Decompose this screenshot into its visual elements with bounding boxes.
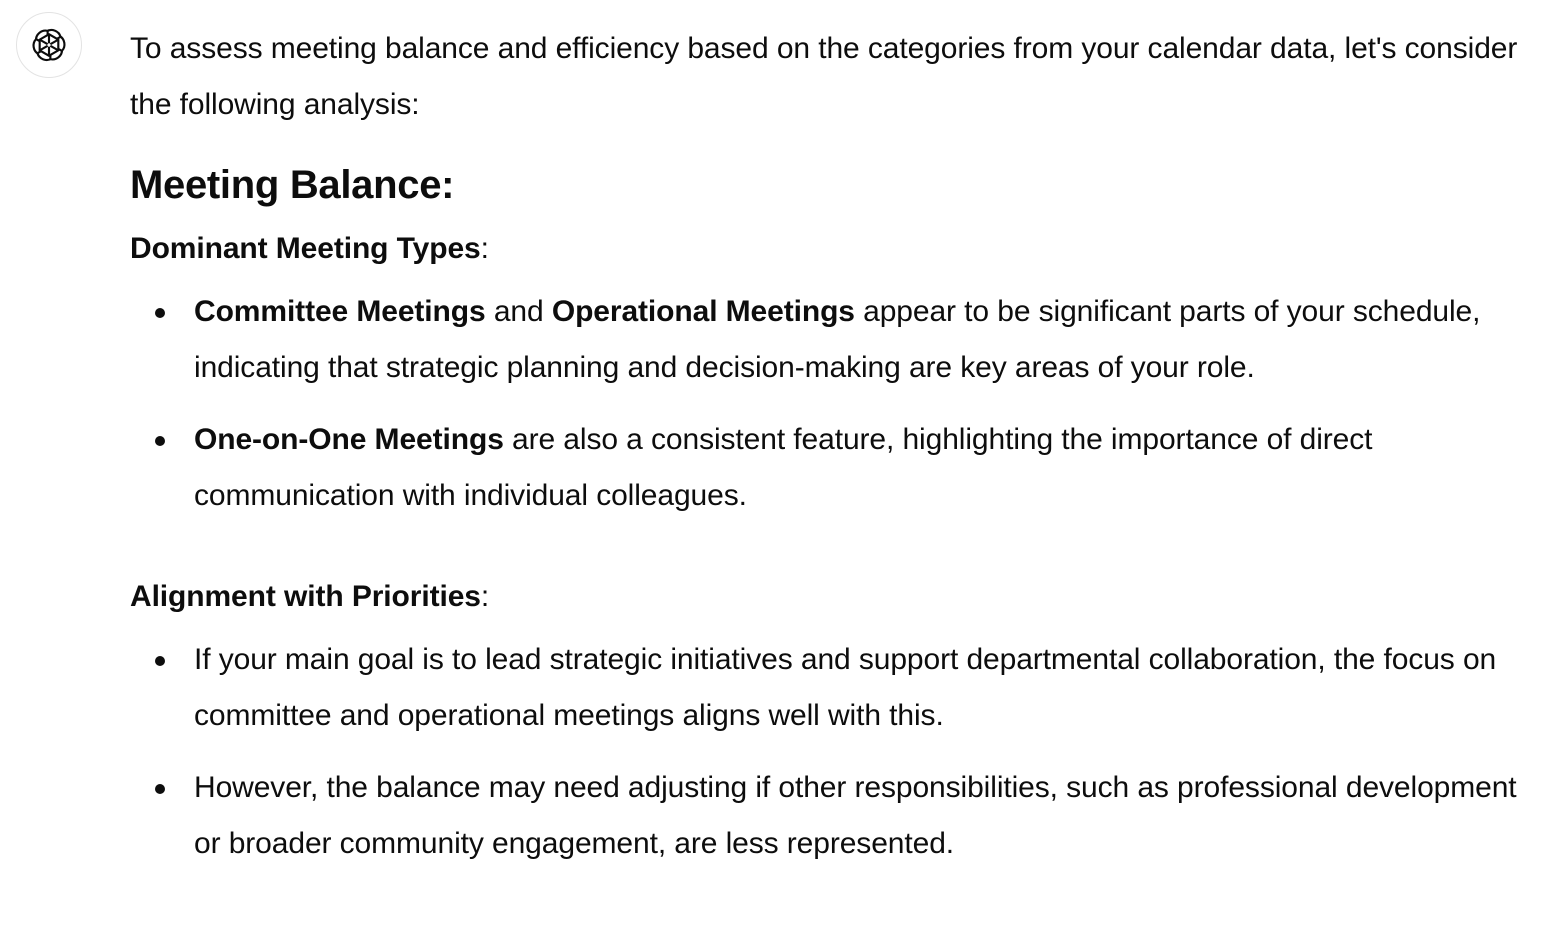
list-item-text: If your main goal is to lead strategic initiatives and support departmental collaboration, the focus on committee and operational meetings aligns well with this. <box>194 643 1497 732</box>
list-item <box>130 412 1540 524</box>
list-item-text: appear to be significant parts of your schedule, indicating that strategic planning and decision-making are key areas of your role. <box>194 295 1481 384</box>
list-item-bold: One-on-One Meetings <box>194 423 504 456</box>
bullet-icon <box>155 784 165 794</box>
list-item-bold: Operational Meetings <box>551 295 855 328</box>
bullet-icon <box>155 656 165 666</box>
list-item-text: are also a consistent feature, highlighting the importance of direct communication with individual colleagues. <box>194 423 1373 512</box>
subheading-alignment-colon: : <box>480 580 490 613</box>
subheading-dominant <box>130 231 1540 267</box>
subheading-alignment-label: Alignment with Priorities <box>130 580 481 613</box>
section-title: Meeting Balance: <box>130 163 455 207</box>
list-item <box>130 760 1540 872</box>
dominant-list <box>130 284 1540 524</box>
bullet-icon <box>155 436 165 446</box>
subheading-alignment <box>130 579 1540 615</box>
openai-logo-icon <box>30 26 68 64</box>
list-item-text: and <box>485 295 552 328</box>
intro-paragraph: To assess meeting balance and efficiency based on the categories from your calendar data, let's consider the following analysis: <box>130 32 1518 121</box>
assistant-avatar <box>16 12 82 78</box>
list-item <box>130 632 1540 744</box>
list-item-text: However, the balance may need adjusting if other responsibilities, such as professional development or broader community engagement, are less represented. <box>194 771 1517 860</box>
list-item-bold: Committee Meetings <box>194 295 486 328</box>
assistant-message <box>130 21 1540 872</box>
alignment-list <box>130 632 1540 872</box>
subheading-dominant-label: Dominant Meeting Types <box>130 232 481 265</box>
list-item <box>130 284 1540 396</box>
bullet-icon <box>155 308 165 318</box>
subheading-dominant-colon: : <box>480 232 489 265</box>
